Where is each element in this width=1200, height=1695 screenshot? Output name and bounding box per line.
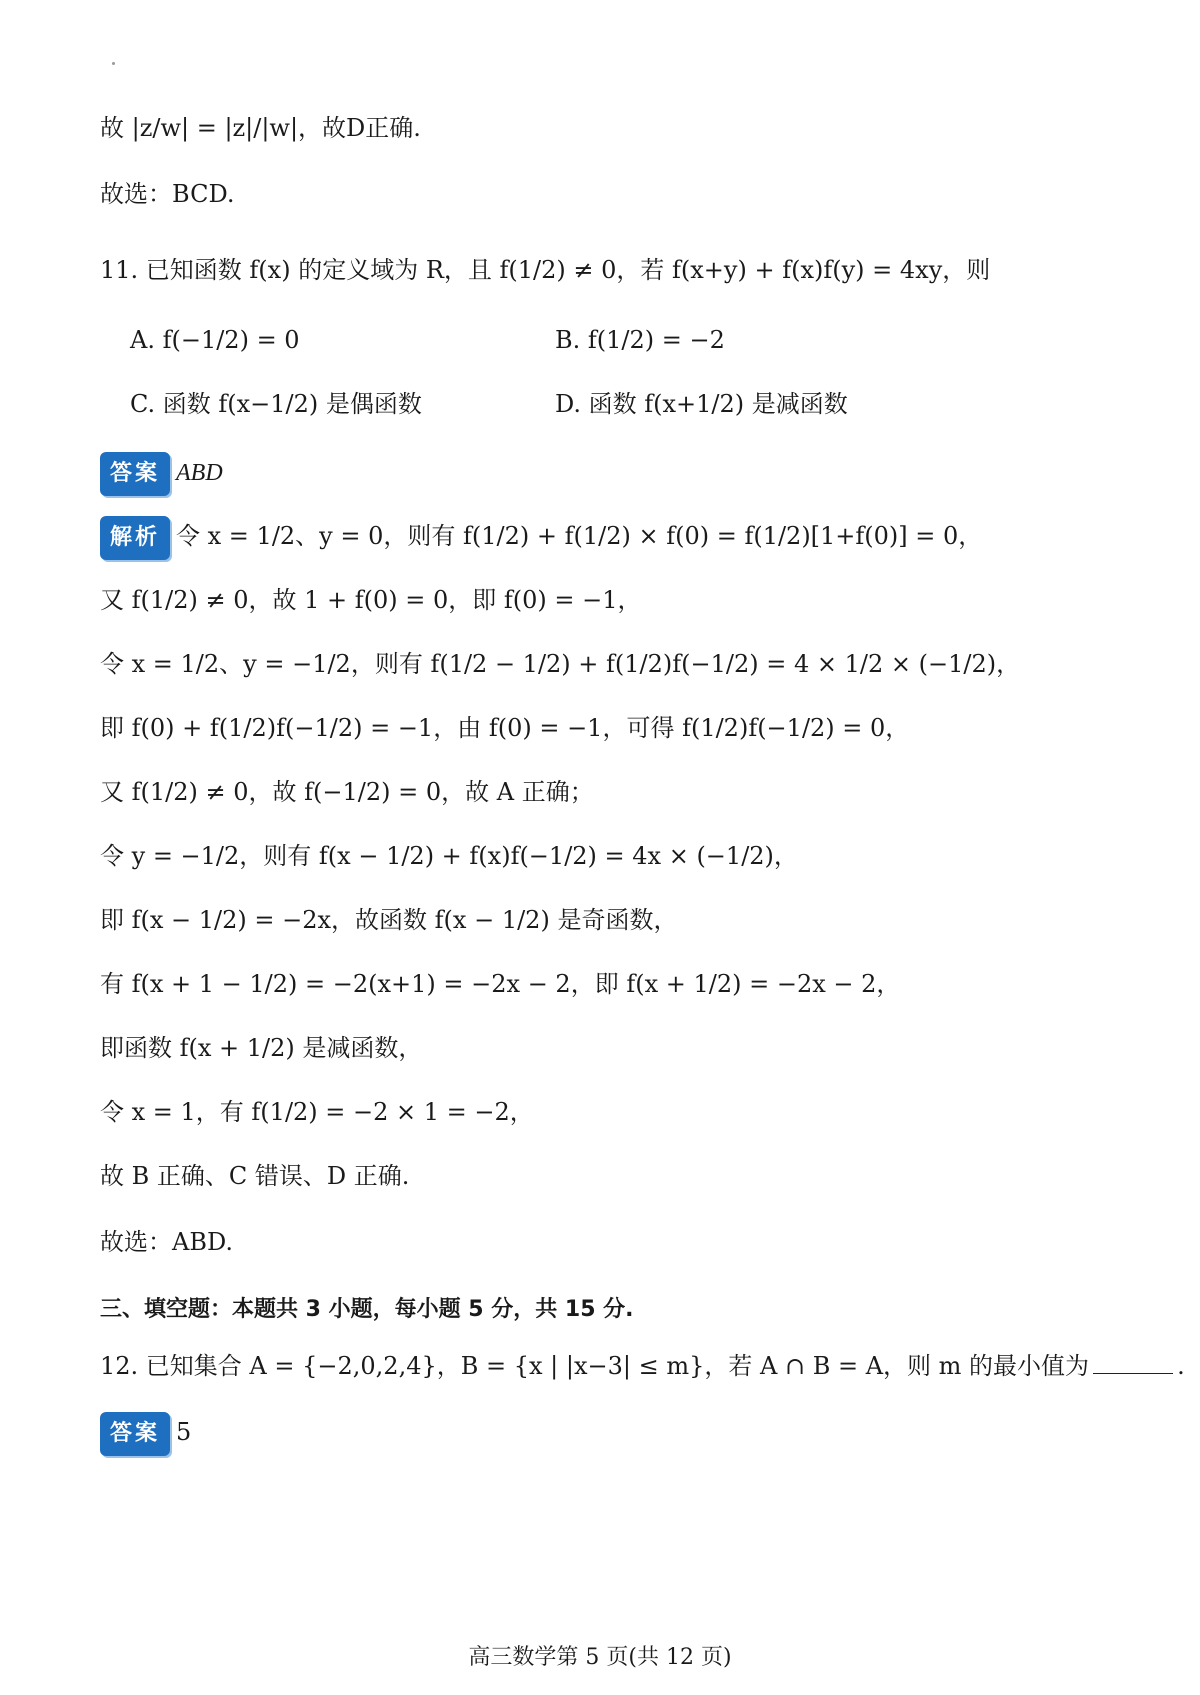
prev-choice — [100, 174, 234, 214]
analysis-line-3 — [100, 708, 909, 748]
q11-stem — [100, 250, 990, 290]
text: 即函数 f(x + 1/2) 是减函数， — [100, 1034, 423, 1062]
text: 故选：BCD. — [100, 180, 235, 208]
text: 又 f(1/2) ≠ 0，故 1 + f(0) = 0，即 f(0) = −1， — [100, 586, 642, 614]
q11-answer — [100, 452, 223, 496]
analysis-line-5 — [100, 836, 798, 876]
q11-option-d — [555, 384, 848, 424]
text: 故 B 正确、C 错误、D 正确. — [100, 1162, 410, 1190]
analysis-line-0 — [100, 516, 982, 560]
q11-option-c — [130, 384, 422, 424]
analysis-badge: 解析 — [100, 516, 170, 560]
text: B. f(1/2) = −2 — [555, 326, 725, 354]
text: 故选：ABD. — [100, 1228, 233, 1256]
answer-value: ABD — [176, 460, 223, 486]
analysis-line-6 — [100, 900, 677, 940]
text: 令 y = −1/2，则有 f(x − 1/2) + f(x)f(−1/2) = 4x × (−1/2)， — [100, 842, 798, 870]
text: A. f(−1/2) = 0 — [130, 326, 300, 354]
section-heading: 三、填空题：本题共 3 小题，每小题 5 分，共 15 分. — [100, 1297, 634, 1322]
text: 令 x = 1，有 f(1/2) = −2 × 1 = −2， — [100, 1098, 534, 1126]
text: 有 f(x + 1 − 1/2) = −2(x+1) = −2x − 2，即 f(x + 1/2) = −2x − 2， — [100, 970, 901, 998]
text: 故 |z/w| = |z|/|w|，故D正确. — [100, 114, 421, 142]
text: C. 函数 f(x−1/2) 是偶函数 — [130, 390, 422, 418]
text: 令 x = 1/2、y = 0，则有 f(1/2) + f(1/2) × f(0) = f(1/2)[1+f(0)] = 0， — [176, 522, 983, 550]
answer-badge: 答案 — [100, 1412, 170, 1456]
text: 12. 已知集合 A = {−2,0,2,4}，B = {x | |x−3| ≤ m}，若 A ∩ B = A，则 m 的最小值为 — [100, 1352, 1090, 1380]
text: . — [1177, 1352, 1185, 1380]
q12-stem — [100, 1346, 1185, 1386]
analysis-line-8 — [100, 1028, 422, 1068]
prev-conclusion-d — [100, 108, 421, 148]
analysis-line-9 — [100, 1092, 534, 1132]
answer-blank — [1093, 1351, 1173, 1374]
text: 又 f(1/2) ≠ 0，故 f(−1/2) = 0，故 A 正确； — [100, 778, 594, 806]
answer-badge: 答案 — [100, 452, 170, 496]
page-footer: 高三数学第 5 页(共 12 页) — [468, 1645, 732, 1670]
analysis-line-2 — [100, 644, 1020, 684]
analysis-line-7 — [100, 964, 900, 1004]
scan-dot — [112, 62, 115, 65]
answer-value: 5 — [176, 1418, 192, 1446]
text: 11. 已知函数 f(x) 的定义域为 R，且 f(1/2) ≠ 0，若 f(x+y) + f(x)f(y) = 4xy，则 — [100, 256, 991, 284]
analysis-line-11 — [100, 1222, 233, 1262]
q11-option-b — [555, 320, 725, 360]
q11-option-a — [130, 320, 300, 360]
analysis-line-1 — [100, 580, 642, 620]
q12-answer — [100, 1412, 191, 1456]
text: 令 x = 1/2、y = −1/2，则有 f(1/2 − 1/2) + f(1/2)f(−1/2) = 4 × 1/2 × (−1/2)， — [100, 650, 1021, 678]
analysis-line-10 — [100, 1156, 409, 1196]
analysis-line-4 — [100, 772, 594, 812]
text: 即 f(0) + f(1/2)f(−1/2) = −1，由 f(0) = −1，可得 f(1/2)f(−1/2) = 0， — [100, 714, 910, 742]
text: 即 f(x − 1/2) = −2x，故函数 f(x − 1/2) 是奇函数， — [100, 906, 678, 934]
text: D. 函数 f(x+1/2) 是减函数 — [555, 390, 848, 418]
